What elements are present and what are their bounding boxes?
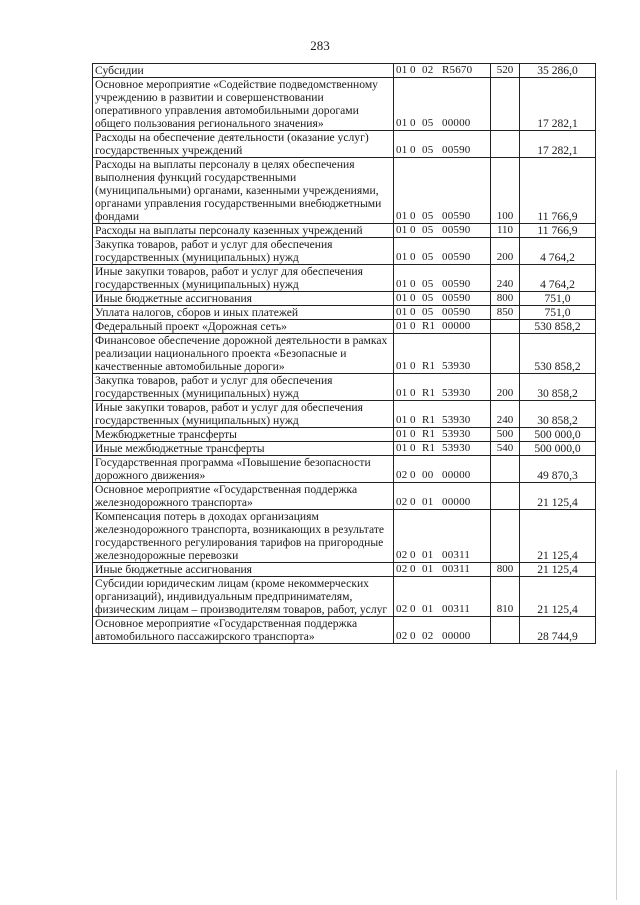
table-row: [93, 292, 596, 306]
code-part: 53930: [442, 360, 471, 372]
code-part: 02: [422, 64, 434, 76]
table-row: [93, 577, 596, 617]
code-part: 05: [422, 251, 434, 263]
classification-code-cell: [394, 617, 491, 644]
code-part: 05: [422, 117, 434, 129]
code-part: 00000: [442, 320, 471, 332]
table-row: [93, 456, 596, 483]
table-row: [93, 374, 596, 401]
amount-cell: 30 858,2: [520, 401, 596, 428]
amount-cell: 500 000,0: [520, 428, 596, 442]
expense-type-cell: 540: [491, 442, 520, 456]
expense-type-cell: [491, 78, 520, 131]
expense-name-cell: Расходы на выплаты персоналу в целях обеспечения выполнения функций государственными (муниципальными) органами, казенными учреждениями, органами управления государственными внебюджетными фондами: [93, 158, 394, 224]
code-part: 0: [410, 630, 416, 642]
code-part: 0: [410, 144, 416, 156]
code-part: 00590: [442, 278, 471, 290]
table-row: [93, 442, 596, 456]
classification-code-cell: [394, 563, 491, 577]
table-row: [93, 401, 596, 428]
code-part: 01: [396, 210, 408, 222]
code-part: 00590: [442, 224, 471, 236]
code-part: 0: [410, 469, 416, 481]
code-part: 00000: [442, 469, 471, 481]
code-part: R1: [422, 442, 436, 454]
code-part: 53930: [442, 414, 471, 426]
amount-cell: 17 282,1: [520, 131, 596, 158]
budget-table: [92, 63, 596, 644]
table-row: [93, 158, 596, 224]
classification-code-cell: [394, 292, 491, 306]
code-part: 0: [410, 320, 416, 332]
classification-code-cell: [394, 483, 491, 510]
expense-name-cell: Межбюджетные трансферты: [93, 428, 394, 442]
amount-cell: 21 125,4: [520, 510, 596, 563]
expense-name-cell: Основное мероприятие «Государственная поддержка железнодорожного транспорта»: [93, 483, 394, 510]
code-part: 01: [396, 251, 408, 263]
code-part: 00590: [442, 210, 471, 222]
amount-cell: 28 744,9: [520, 617, 596, 644]
code-part: 05: [422, 144, 434, 156]
expense-name-cell: Федеральный проект «Дорожная сеть»: [93, 320, 394, 334]
expense-type-cell: 200: [491, 374, 520, 401]
code-part: R1: [422, 414, 436, 426]
page-number: 283: [310, 38, 330, 53]
amount-cell: 11 766,9: [520, 158, 596, 224]
classification-code-cell: [394, 224, 491, 238]
classification-code-cell: [394, 78, 491, 131]
code-part: 0: [410, 278, 416, 290]
code-part: 00311: [442, 549, 471, 561]
classification-code-cell: [394, 131, 491, 158]
expense-type-cell: [491, 483, 520, 510]
expense-type-cell: 100: [491, 158, 520, 224]
classification-code-cell: [394, 64, 491, 78]
code-part: 00590: [442, 306, 471, 318]
code-part: 01: [396, 428, 408, 440]
code-part: 02: [396, 496, 408, 508]
code-part: 0: [410, 428, 416, 440]
code-part: 0: [410, 563, 416, 575]
amount-cell: 17 282,1: [520, 78, 596, 131]
table-row: [93, 64, 596, 78]
amount-cell: 751,0: [520, 306, 596, 320]
code-part: R1: [422, 428, 436, 440]
table-row: [93, 510, 596, 563]
expense-type-cell: 110: [491, 224, 520, 238]
amount-cell: 4 764,2: [520, 238, 596, 265]
expense-name-cell: Иные бюджетные ассигнования: [93, 292, 394, 306]
expense-name-cell: Субсидии: [93, 64, 394, 78]
classification-code-cell: [394, 158, 491, 224]
code-part: 01: [396, 306, 408, 318]
code-part: 0: [410, 442, 416, 454]
code-part: 01: [396, 64, 408, 76]
expense-type-cell: [491, 334, 520, 374]
code-part: 01: [396, 414, 408, 426]
code-part: 00000: [442, 496, 471, 508]
code-part: 01: [396, 292, 408, 304]
code-part: 0: [410, 251, 416, 263]
code-part: 0: [410, 414, 416, 426]
code-part: 05: [422, 224, 434, 236]
expense-type-cell: [491, 131, 520, 158]
expense-type-cell: [491, 456, 520, 483]
code-part: 00590: [442, 144, 471, 156]
code-part: 02: [396, 603, 408, 615]
amount-cell: 11 766,9: [520, 224, 596, 238]
code-part: 00311: [442, 563, 471, 575]
expense-name-cell: Основное мероприятие «Содействие подведомственному учреждению в развитии и совершенствовании оперативного управления автомобильными дорогами общего пользования регионального значения»: [93, 78, 394, 131]
code-part: R5670: [442, 64, 473, 76]
amount-cell: 530 858,2: [520, 334, 596, 374]
code-part: 05: [422, 292, 434, 304]
expense-type-cell: 520: [491, 64, 520, 78]
expense-name-cell: Закупка товаров, работ и услуг для обеспечения государственных (муниципальных) нужд: [93, 374, 394, 401]
code-part: 00000: [442, 630, 471, 642]
code-part: 0: [410, 210, 416, 222]
code-part: 01: [422, 549, 434, 561]
expense-type-cell: 800: [491, 292, 520, 306]
classification-code-cell: [394, 510, 491, 563]
code-part: 01: [396, 278, 408, 290]
code-part: 05: [422, 210, 434, 222]
expense-name-cell: Иные межбюджетные трансферты: [93, 442, 394, 456]
expense-type-cell: [491, 510, 520, 563]
amount-cell: 500 000,0: [520, 442, 596, 456]
code-part: 01: [396, 387, 408, 399]
classification-code-cell: [394, 306, 491, 320]
code-part: 00311: [442, 603, 471, 615]
expense-name-cell: Уплата налогов, сборов и иных платежей: [93, 306, 394, 320]
expense-type-cell: 240: [491, 401, 520, 428]
expense-name-cell: Расходы на выплаты персоналу казенных учреждений: [93, 224, 394, 238]
code-part: 02: [396, 630, 408, 642]
table-row: [93, 131, 596, 158]
code-part: 00590: [442, 251, 471, 263]
code-part: 00000: [442, 117, 471, 129]
code-part: 02: [396, 563, 408, 575]
code-part: 0: [410, 603, 416, 615]
table-row: [93, 563, 596, 577]
table-row: [93, 78, 596, 131]
classification-code-cell: [394, 442, 491, 456]
expense-name-cell: Иные бюджетные ассигнования: [93, 563, 394, 577]
expense-name-cell: Иные закупки товаров, работ и услуг для обеспечения государственных (муниципальных) нужд: [93, 265, 394, 292]
expense-type-cell: 850: [491, 306, 520, 320]
expense-name-cell: Закупка товаров, работ и услуг для обеспечения государственных (муниципальных) нужд: [93, 238, 394, 265]
table-row: [93, 334, 596, 374]
code-part: 00590: [442, 292, 471, 304]
classification-code-cell: [394, 238, 491, 265]
code-part: 01: [396, 117, 408, 129]
expense-type-cell: 810: [491, 577, 520, 617]
code-part: 0: [410, 496, 416, 508]
expense-type-cell: 200: [491, 238, 520, 265]
expense-type-cell: [491, 320, 520, 334]
code-part: R1: [422, 387, 436, 399]
table-row: [93, 306, 596, 320]
code-part: 01: [422, 496, 434, 508]
code-part: 53930: [442, 387, 471, 399]
amount-cell: 4 764,2: [520, 265, 596, 292]
classification-code-cell: [394, 320, 491, 334]
code-part: 0: [410, 224, 416, 236]
code-part: 01: [396, 224, 408, 236]
code-part: 0: [410, 292, 416, 304]
code-part: R1: [422, 320, 436, 332]
amount-cell: 35 286,0: [520, 64, 596, 78]
expense-type-cell: 240: [491, 265, 520, 292]
table-row: [93, 320, 596, 334]
amount-cell: 21 125,4: [520, 563, 596, 577]
code-part: 02: [422, 630, 434, 642]
expense-name-cell: Компенсация потерь в доходах организациям железнодорожного транспорта, возникающих в результате государственного регулирования тарифов на пригородные железнодорожные перевозки: [93, 510, 394, 563]
table-row: [93, 617, 596, 644]
scan-margin-line: [616, 770, 617, 900]
classification-code-cell: [394, 265, 491, 292]
code-part: 0: [410, 64, 416, 76]
budget-table-body: [93, 64, 596, 644]
code-part: 01: [396, 442, 408, 454]
amount-cell: 30 858,2: [520, 374, 596, 401]
code-part: 01: [396, 320, 408, 332]
code-part: 05: [422, 306, 434, 318]
code-part: 02: [396, 469, 408, 481]
code-part: 53930: [442, 428, 471, 440]
code-part: 02: [396, 549, 408, 561]
classification-code-cell: [394, 577, 491, 617]
table-row: [93, 428, 596, 442]
code-part: 01: [422, 603, 434, 615]
code-part: 01: [396, 360, 408, 372]
code-part: 53930: [442, 442, 471, 454]
classification-code-cell: [394, 374, 491, 401]
amount-cell: 21 125,4: [520, 483, 596, 510]
code-part: 00: [422, 469, 434, 481]
classification-code-cell: [394, 401, 491, 428]
code-part: 0: [410, 117, 416, 129]
expense-type-cell: 500: [491, 428, 520, 442]
code-part: 01: [422, 563, 434, 575]
classification-code-cell: [394, 428, 491, 442]
amount-cell: 751,0: [520, 292, 596, 306]
expense-type-cell: [491, 617, 520, 644]
table-row: [93, 483, 596, 510]
code-part: 0: [410, 549, 416, 561]
code-part: R1: [422, 360, 436, 372]
expense-name-cell: Финансовое обеспечение дорожной деятельности в рамках реализации национального проекта «Безопасные и качественные автомобильные дороги»: [93, 334, 394, 374]
code-part: 0: [410, 360, 416, 372]
code-part: 01: [396, 144, 408, 156]
table-row: [93, 238, 596, 265]
expense-name-cell: Субсидии юридическим лицам (кроме некоммерческих организаций), индивидуальным предпринимателям, физическим лицам – производителям товаров, работ, услуг: [93, 577, 394, 617]
table-row: [93, 265, 596, 292]
amount-cell: 49 870,3: [520, 456, 596, 483]
amount-cell: 530 858,2: [520, 320, 596, 334]
code-part: 05: [422, 278, 434, 290]
classification-code-cell: [394, 456, 491, 483]
table-row: [93, 224, 596, 238]
expense-name-cell: Государственная программа «Повышение безопасности дорожного движения»: [93, 456, 394, 483]
expense-name-cell: Иные закупки товаров, работ и услуг для обеспечения государственных (муниципальных) нужд: [93, 401, 394, 428]
expense-name-cell: Расходы на обеспечение деятельности (оказание услуг) государственных учреждений: [93, 131, 394, 158]
expense-type-cell: 800: [491, 563, 520, 577]
classification-code-cell: [394, 334, 491, 374]
code-part: 0: [410, 306, 416, 318]
amount-cell: 21 125,4: [520, 577, 596, 617]
expense-name-cell: Основное мероприятие «Государственная поддержка автомобильного пассажирского транспорта»: [93, 617, 394, 644]
code-part: 0: [410, 387, 416, 399]
